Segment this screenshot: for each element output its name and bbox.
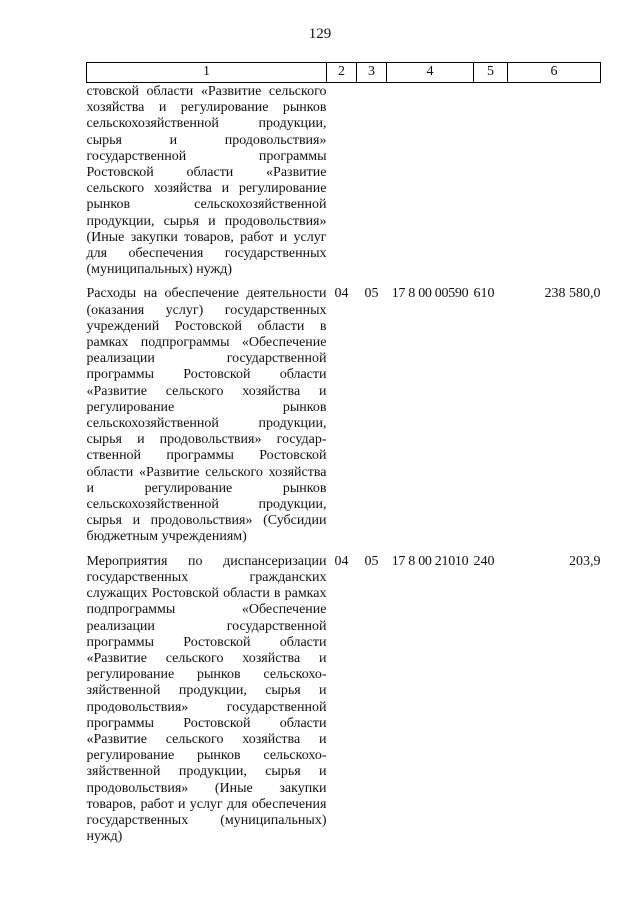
- row-target-code: 17 8 00 21010: [391, 553, 469, 569]
- row-description: Расходы на обеспечение деятельности (оказания услуг) государственных учреждений Ростовской области в рамках подпрограммы «Обеспечение реализации государственной программы Ростовской области «Развитие сельского хозяйства и регулирование рынков сельскохозяйственной продукции, сырья и продовольствия» государственной программы Ростовской области «Развитие сельского хозяйства и регулирование рынков сельскохозяйственной продукции, сырья и продовольствия» (Субсидии бюджетным учреждениям): [86, 286, 327, 545]
- row-subsection: 05: [364, 553, 379, 569]
- table-row: [87, 83, 601, 287]
- row-expense-type: [474, 83, 508, 287]
- row-expense-type: 240: [473, 553, 495, 569]
- row-description: стовской области «Развитие сельского хозяйства и регулирование рынков сельскохозяйственной продукции, сырья и продовольствия» государственной программы Ростовской области «Развитие сельского хозяйства и регулирование рынков сельскохозяйственной продукции, сырья и продовольствия» (Иные закупки товаров, работ и услуг для обеспечения государственных (муниципальных) нужд): [86, 84, 327, 278]
- row-amount: 203,9: [569, 553, 601, 569]
- row-section: 04: [334, 286, 349, 302]
- row-amount: [508, 83, 601, 287]
- column-header-3: 3: [357, 63, 387, 83]
- row-description: Мероприятия по диспансеризации государственных гражданских служащих Ростовской области в рамках подпрограммы «Обеспечение реализации государственной программы Ростовской области «Развитие сельского хозяйства и регулирование рынков сельскохозяйственной продукции, сырья и продовольствия» государственной программы Ростовской области «Развитие сельского хозяйства и регулирование рынков сельскохозяйственной продукции, сырья и продовольствия» (Иные закупки товаров, работ и услуг для обеспечения государственных (муниципальных) нужд): [86, 553, 327, 845]
- row-subsection: [357, 83, 387, 287]
- table-row: [87, 286, 601, 553]
- row-expense-type: 610: [473, 286, 495, 302]
- column-header-6: 6: [508, 63, 601, 83]
- row-target-code: [387, 83, 474, 287]
- row-section: [327, 83, 357, 287]
- page-number: 129: [308, 26, 332, 42]
- row-section: 04: [334, 553, 349, 569]
- table-row: [87, 554, 601, 854]
- row-subsection: 05: [364, 286, 379, 302]
- budget-table: [86, 62, 601, 853]
- column-header-1: 1: [87, 63, 327, 83]
- column-header-5: 5: [474, 63, 508, 83]
- row-amount: 238 580,0: [544, 286, 601, 302]
- row-target-code: 17 8 00 00590: [391, 286, 469, 302]
- column-header-2: 2: [327, 63, 357, 83]
- column-header-4: 4: [387, 63, 474, 83]
- table-header-row: [87, 63, 601, 83]
